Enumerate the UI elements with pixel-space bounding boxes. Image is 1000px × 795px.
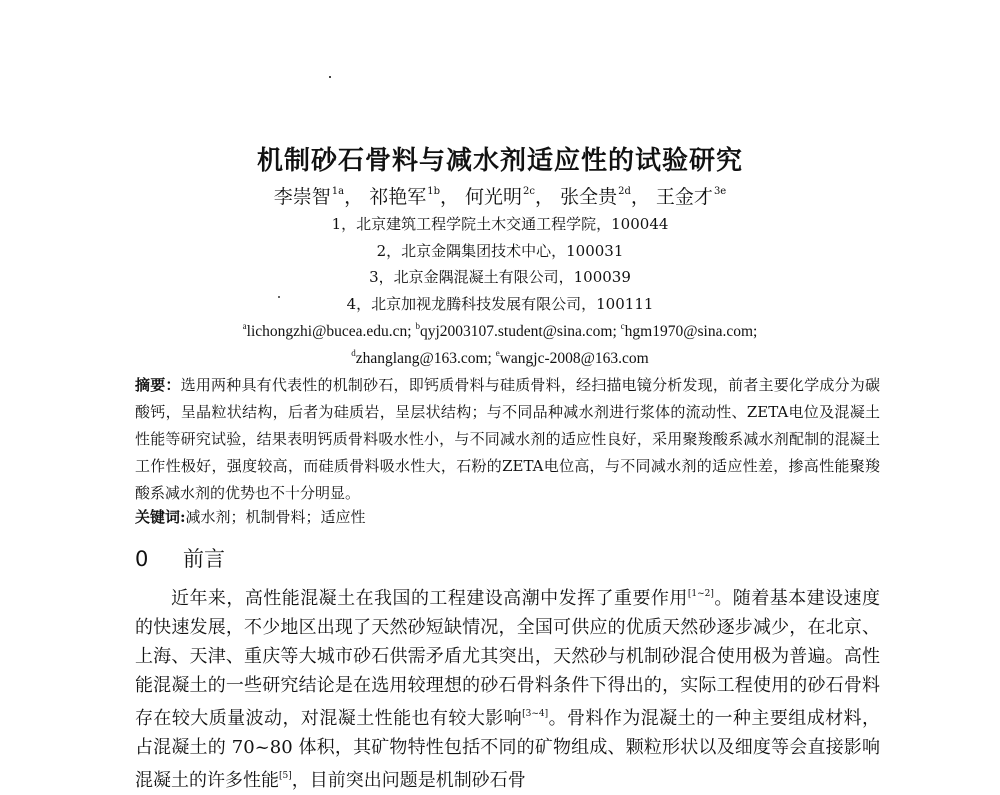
body-text bbox=[135, 580, 880, 795]
author: 张全贵$^{2d}$， bbox=[560, 186, 650, 208]
author: 祁艳军$^{1b}$， bbox=[369, 186, 459, 208]
email-address: $^e$wangjc-2008@163.com bbox=[495, 348, 649, 367]
abstract bbox=[135, 372, 880, 507]
email-line bbox=[0, 348, 1000, 368]
author: 王金才$^{3e}$ bbox=[655, 186, 727, 208]
affiliation: 1，北京建筑工程学院土木交通工程学院，100044 bbox=[331, 215, 669, 233]
affiliation: 4，北京加视龙腾科技发展有限公司，100111 bbox=[346, 295, 654, 313]
keywords-label: 关键词: bbox=[135, 508, 186, 526]
paper-title: 机制砂石骨料与减水剂适应性的试验研究 bbox=[256, 146, 743, 176]
affiliation: 2，北京金隅集团技术中心，100031 bbox=[376, 242, 624, 260]
section-number: 0 bbox=[135, 547, 149, 571]
abstract-text: 选用两种具有代表性的机制砂石，即钙质骨料与硅质骨料，经扫描电镜分析发现，前者主要化学成分为碳酸钙，呈晶粒状结构，后者为硅质岩，呈层状结构；与不同品种减水剂进行浆体的流动性、ZETA电位及混凝土性能等研究试验，结果表明钙质骨料吸水性小，与不同减水剂的适应性良好，采用聚羧酸系减水剂配制的混凝土工作性极好，强度较高，而硅质骨料吸水性大，石粉的ZETA电位高，与不同减水剂的适应性差，掺高性能聚羧酸系减水剂的优势也不十分明显。 bbox=[135, 376, 880, 502]
email-address: $^d$zhanglang@163.com; bbox=[351, 348, 496, 367]
scan-speck bbox=[329, 76, 331, 78]
citation: [1~2] bbox=[687, 589, 714, 599]
section-title: 前言 bbox=[183, 547, 225, 571]
citation: [3~4] bbox=[522, 709, 549, 719]
section-heading bbox=[135, 543, 225, 573]
author: 李崇智$^{1a}$， bbox=[273, 186, 364, 208]
email-address: $^a$lichongzhi@bucea.edu.cn; bbox=[242, 321, 416, 340]
email-address: $^b$qyj2003107.student@sina.com; bbox=[415, 321, 621, 340]
email-address: $^c$hgm1970@sina.com; bbox=[620, 321, 758, 340]
abstract-label: 摘要： bbox=[135, 376, 181, 394]
paragraph: 近年来，高性能混凝土在我国的工程建设高潮中发挥了重要作用[1~2]。随着基本建设速度的快速发展，不少地区出现了天然砂短缺情况，全国可供应的优质天然砂逐步减少，在北京、上海、天津、重庆等大城市砂石供需矛盾尤其突出，天然砂与机制砂混合使用极为普遍。高性能混凝土的一些研究结论是在选用较理想的砂石骨料条件下得出的，实际工程使用的砂石骨料存在较大质量波动，对混凝土性能也有较大影响[3~4]。骨料作为混凝土的一种主要组成材料，占混凝土的 70~80 体积，其矿物特性包括不同的矿物组成、颗粒形状以及细度等会直接影响混凝土的许多性能[5]，目前突出问题是机制砂石骨 bbox=[135, 588, 881, 791]
affiliation: 3，北京金隅混凝土有限公司，100039 bbox=[369, 268, 631, 286]
email-line bbox=[0, 321, 1000, 341]
author-list bbox=[0, 182, 1000, 209]
keywords-text: 减水剂；机制骨料；适应性 bbox=[185, 508, 366, 526]
keywords bbox=[135, 505, 880, 529]
citation: [5] bbox=[279, 771, 292, 781]
author: 何光明$^{2c}$， bbox=[465, 186, 555, 208]
